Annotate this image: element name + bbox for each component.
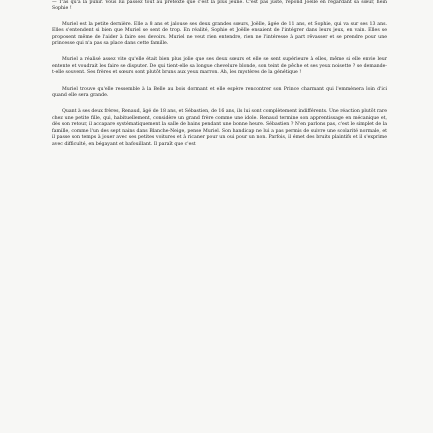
paragraph-3: Muriel trouve qu'elle ressemble à la Belle au bois dormant et elle espère rencontrer son Prince charmant qui l'emmènera loin d'ici quand elle sera grande.	[52, 86, 387, 99]
paragraph-1: Muriel est la petite dernière. Elle a 8 ans et jalouse ses deux grandes sœurs, Joëlle, âgée de 11 ans, et Sophie, qui va sur ses 13 ans. Elles s'entendent si bien que Muriel se sent de trop. En réalité, Sophie et Joëlle ensaient de l'intégrer dans leurs jeux, en vain. Elles se proposent même de l'aider à faire ses devoirs. Muriel ne veut rien entendre, rien ne l'intéresse à part rêvasser et se prendre pour une princesse qui n'a pas sa place dans cette famille.	[52, 21, 387, 47]
paragraph-2: Muriel a réalisé assez vite qu'elle était bien plus jolie que ses deux sœurs et elle se sent supérieure à elles, même si elle envie leur entente et voudrait les faire se disputer. De qui tient-elle sa longue chevelure blonde, son teint de pêche et ses yeux noisette ? se demande-t-elle souvent. Ses frères et sœurs sont plutôt bruns aux yeux marron. Ah, les mystères de la génétique !	[52, 57, 387, 76]
body-text	[52, 0, 387, 148]
paragraph-4: Quant à ses deux frères, Renaud, âgé de 18 ans, et Sébastien, de 16 ans, ils lui sont complètement indifférents. Une réaction plutôt rare chez une petite fille, qui, habituellement, considère un grand frère comme une idole. Renaud termine son apprentissage en mécanique et, dès son retour, il accapare systématiquement la salle de bains pendant une bonne heure. Sébastien ? N'en parlons pas, c'est le simplet de la famille, comme l'un des sept nains dans Blanche-Neige, pense Muriel. Son handicap ne lui a pas permis de suivre une scolarité normale, et il passe son temps à jouer avec ses petites voitures et à ricaner pour un oui pour un non. Parfois, il émet des bruits plaintifs et il s'exprime avec difficulté, en bégayant et bafouillant. Il paraît que c'est	[52, 109, 387, 147]
paragraph-0: — T'as qu'à la punir. Vous lui passez tout au prétexte que c'est la plus jeune. C'est pas juste, répond Joëlle en regardant sa sœur, hein Sophie !	[52, 0, 387, 12]
